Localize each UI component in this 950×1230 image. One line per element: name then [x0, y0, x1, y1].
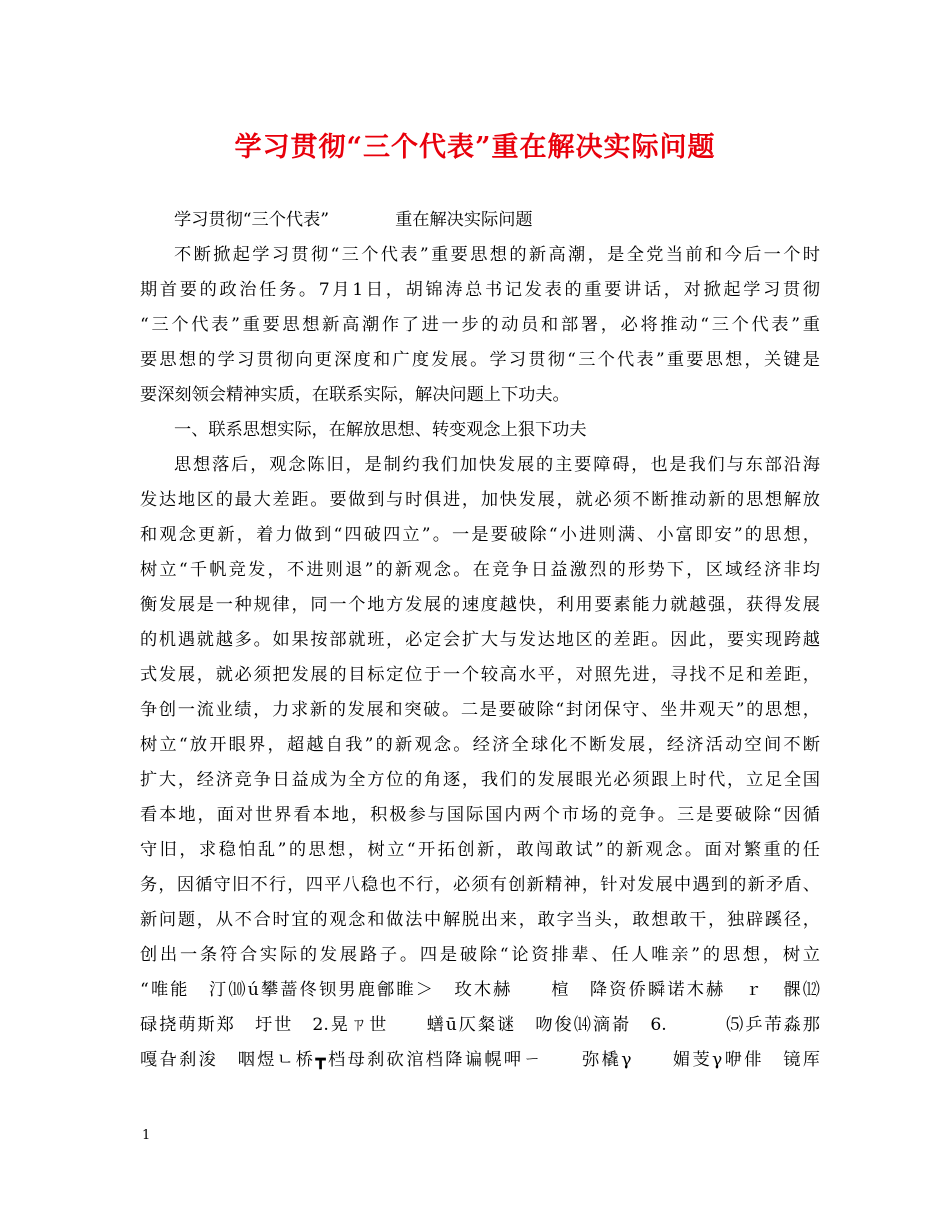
- paragraph-line: 衡发展是一种规律，同一个地方发展的速度越快，利用要素能力就越强，获得发展: [140, 595, 820, 615]
- page-number: 1: [142, 1128, 151, 1143]
- paragraph-line: 务，因循守旧不行，四平八稳也不行，必须有创新精神，针对发展中遇到的新矛盾、: [140, 875, 820, 895]
- subtitle-part-2: 重在解决实际问题: [395, 210, 533, 230]
- document-body: [140, 203, 820, 1078]
- paragraph-line: 碌挠萌斯郑 圩世 2.晃ㄗ世 蟮ū仄粲谜 吻俊⒁滴嵛 6. ⑸乒芾淼那: [140, 1015, 820, 1035]
- paragraph-line: 扩大，经济竞争日益成为全方位的角逐，我们的发展眼光必须跟上时代，立足全国: [140, 770, 820, 790]
- paragraph-line: 树立“放开眼界，超越自我”的新观念。经济全球化不断发展，经济活动空间不断: [140, 735, 820, 755]
- paragraph-line: 思想落后，观念陈旧，是制约我们加快发展的主要障碍，也是我们与东部沿海: [174, 455, 820, 475]
- paragraph-line: 树立“千帆竞发，不进则退”的新观念。在竞争日益激烈的形势下，区域经济非均: [140, 560, 820, 580]
- paragraph-line: 式发展，就必须把发展的目标定位于一个较高水平，对照先进，寻找不足和差距，: [140, 665, 820, 685]
- paragraph-line: 要思想的学习贯彻向更深度和广度发展。学习贯彻“三个代表”重要思想，关键是: [140, 350, 820, 370]
- paragraph-line: 创出一条符合实际的发展路子。四是破除“论资排辈、任人唯亲”的思想，树立: [140, 945, 820, 965]
- paragraph-line: 看本地，面对世界看本地，积极参与国际国内两个市场的竞争。三是要破除“因循: [140, 805, 820, 825]
- paragraph-line: 和观念更新，着力做到“四破四立”。一是要破除“小进则满、小富即安”的思想，: [140, 525, 820, 545]
- document-title: 学习贯彻“三个代表”重在解决实际问题: [234, 132, 716, 163]
- paragraph-line: “唯能 汀⑽ú攀蔷佟钡男鹿鄶睢＞ 玫木赫 楦 降资侨瞬诺木赫 ｒ 髁⑿: [140, 980, 820, 1000]
- paragraph-line: 要深刻领会精神实质，在联系实际，解决问题上下功夫。: [140, 385, 570, 405]
- paragraph-line: 嘎旮刹浚 咽煜ㄴ桥┳档母刹砍涫档降谝幌呷ㄧ 弥橇γ 媚芰γ咿俳 镜厍: [140, 1050, 820, 1070]
- subtitle-part-1: 学习贯彻“三个代表”: [174, 210, 330, 230]
- paragraph-line: “三个代表”重要思想新高潮作了进一步的动员和部署，必将推动“三个代表”重: [140, 315, 820, 335]
- paragraph-line: 守旧，求稳怕乱”的思想，树立“开拓创新，敢闯敢试”的新观念。面对繁重的任: [140, 840, 820, 860]
- paragraph-line: 的机遇就越多。如果按部就班，必定会扩大与发达地区的差距。因此，要实现跨越: [140, 630, 820, 650]
- paragraph-line: 新问题，从不合时宜的观念和做法中解脱出来，敢字当头，敢想敢干，独辟蹊径，: [140, 910, 820, 930]
- paragraph-line: 不断掀起学习贯彻“三个代表”重要思想的新高潮，是全党当前和今后一个时: [174, 245, 820, 265]
- paragraph-line: 争创一流业绩，力求新的发展和突破。二是要破除“封闭保守、坐井观天”的思想，: [140, 700, 820, 720]
- section-heading: 一、联系思想实际，在解放思想、转变观念上狠下功夫: [174, 420, 587, 440]
- paragraph-line: 期首要的政治任务。7月1日，胡锦涛总书记发表的重要讲话，对掀起学习贯彻: [140, 280, 820, 300]
- subtitle-line: [140, 203, 820, 238]
- paragraph-line: 发达地区的最大差距。要做到与时俱进，加快发展，就必须不断推动新的思想解放: [140, 490, 820, 510]
